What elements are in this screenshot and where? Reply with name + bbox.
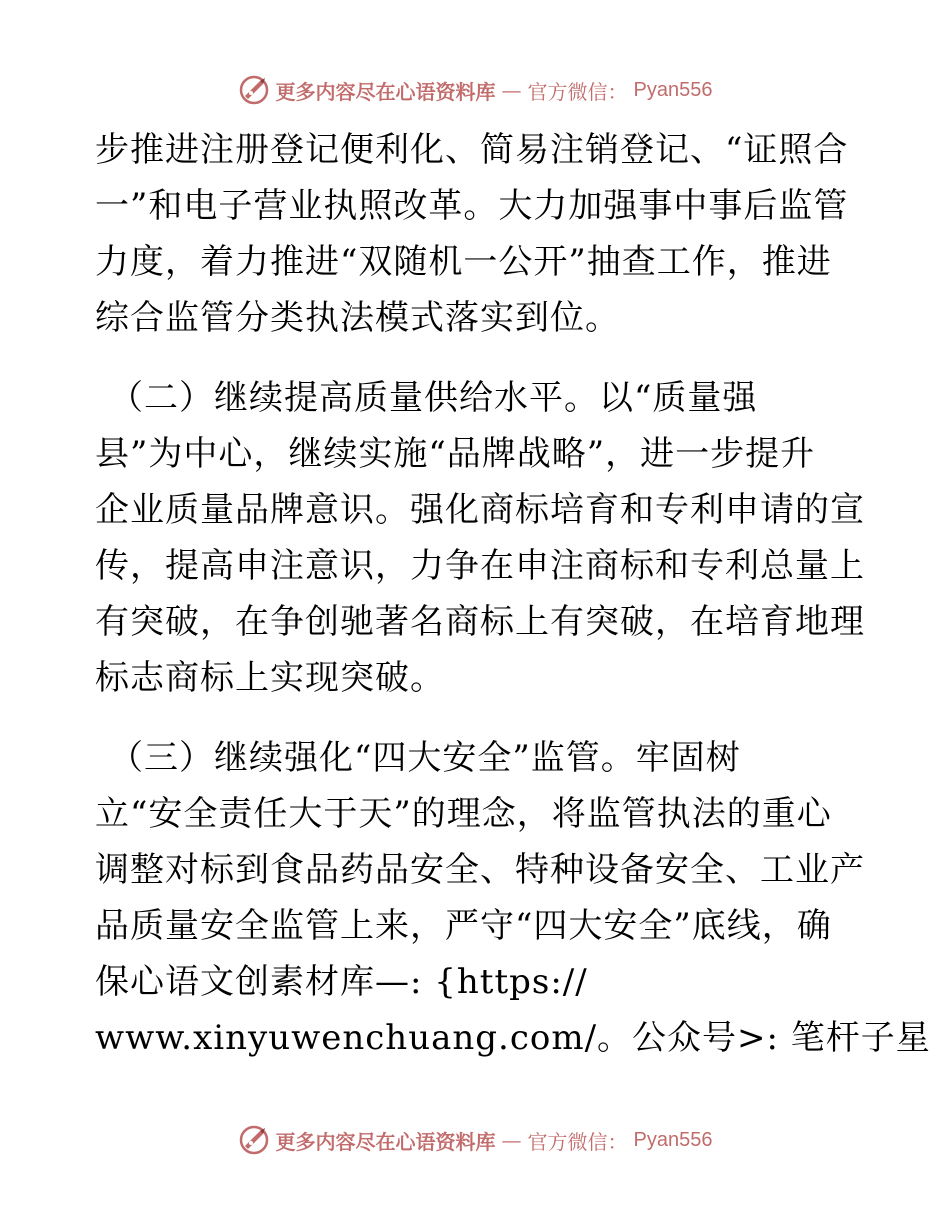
paragraph-3 bbox=[95, 730, 931, 1066]
text-line: 一”和电子营业执照改革。大力加强事中事后监管 bbox=[95, 186, 849, 226]
header-banner bbox=[238, 74, 713, 106]
text-line: 标志商标上实现突破。 bbox=[95, 658, 445, 698]
text-line: 保心语文创素材库—: {https:// bbox=[95, 962, 588, 1002]
paragraph-1 bbox=[95, 122, 855, 346]
header-wechat-id: Pyan556 bbox=[633, 78, 713, 101]
header-brand-text: 更多内容尽在心语资料库 bbox=[275, 79, 496, 104]
document-body bbox=[95, 122, 931, 1066]
text-line: 品质量安全监管上来，严守“四大安全”底线，确 bbox=[95, 906, 832, 946]
text-line: www.xinyuwenchuang.com/。公众号>: 笔杆子星 bbox=[95, 1018, 931, 1058]
text-line: 企业质量品牌意识。强化商标培育和专利申请的宣 bbox=[95, 490, 865, 530]
footer-wechat-id: Pyan556 bbox=[633, 1128, 713, 1151]
page-header bbox=[0, 70, 950, 110]
header-separator: — bbox=[501, 78, 522, 102]
text-line: 县”为中心，继续实施“品牌战略”，进一步提升 bbox=[95, 434, 816, 474]
section-heading-line: （二）继续提高质量供给水平。以“质量强 bbox=[109, 378, 758, 418]
text-line: 调整对标到食品药品安全、特种设备安全、工业产 bbox=[95, 850, 865, 890]
section-heading-line: （三）继续强化“四大安全”监管。牢固树 bbox=[109, 738, 741, 778]
brand-logo-icon bbox=[238, 74, 270, 106]
page-footer bbox=[0, 1120, 950, 1160]
text-line: 力度，着力推进“双随机一公开”抽查工作，推进 bbox=[95, 242, 832, 282]
text-line: 有突破，在争创驰著名商标上有突破，在培育地理 bbox=[95, 602, 865, 642]
footer-separator: — bbox=[501, 1128, 522, 1152]
text-line: 立“安全责任大于天”的理念，将监管执法的重心 bbox=[95, 794, 832, 834]
footer-brand-text: 更多内容尽在心语资料库 bbox=[275, 1129, 496, 1154]
text-line: 步推进注册登记便利化、简易注销登记、“证照合 bbox=[95, 130, 849, 170]
footer-banner bbox=[238, 1124, 713, 1156]
brand-logo-icon bbox=[238, 1124, 270, 1156]
text-line: 综合监管分类执法模式落实到位。 bbox=[95, 298, 620, 338]
text-line: 传，提高申注意识，力争在申注商标和专利总量上 bbox=[95, 546, 865, 586]
header-wechat-label: 官方微信： bbox=[527, 79, 628, 104]
footer-wechat-label: 官方微信： bbox=[527, 1129, 628, 1154]
paragraph-2 bbox=[95, 370, 865, 706]
